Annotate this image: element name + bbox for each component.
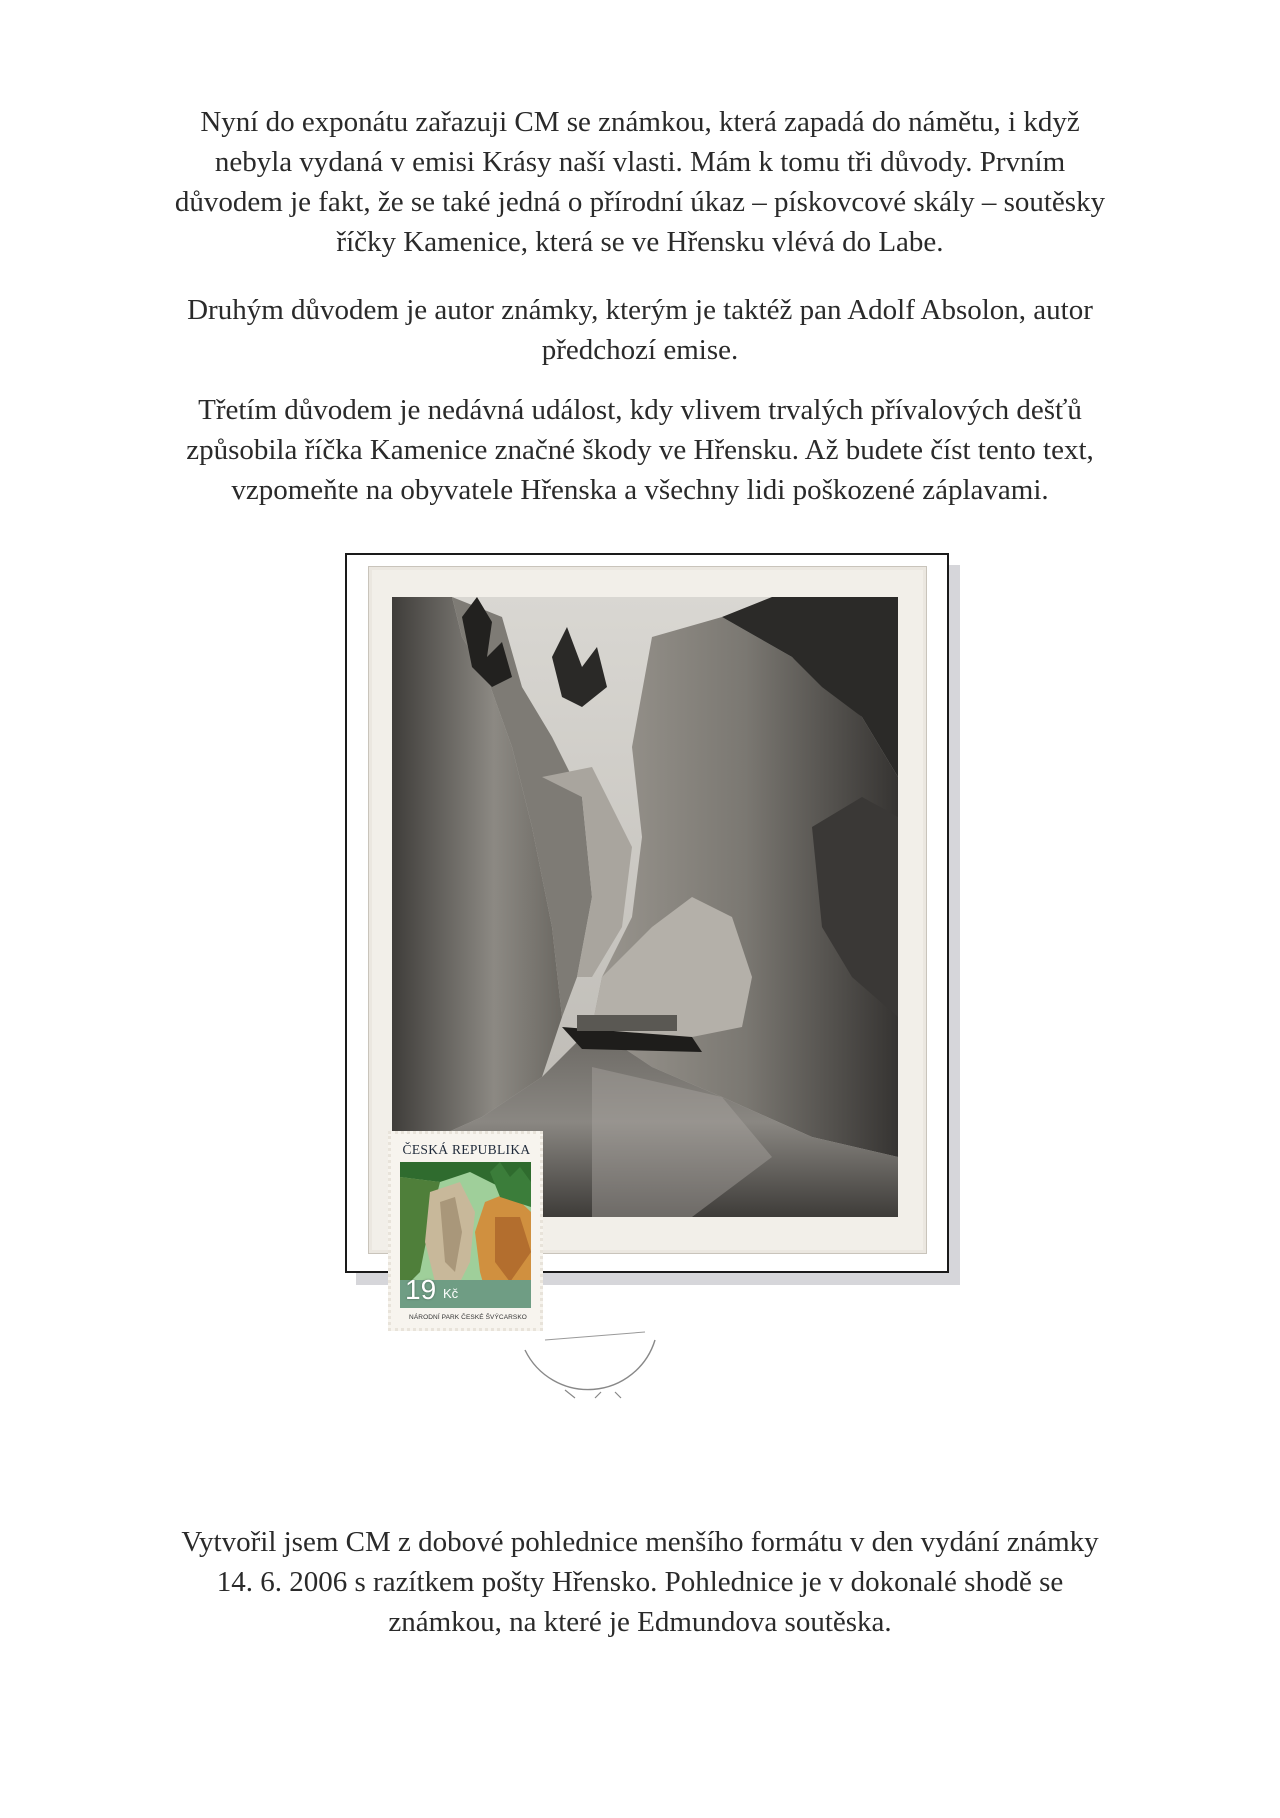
- card-description-paragraph: [120, 1522, 1160, 1642]
- text-line: 14. 6. 2006 s razítkem pošty Hřensko. Pohlednice je v dokonalé shodě se: [216, 1566, 1064, 1598]
- stamp-caption: NÁRODNÍ PARK ČESKÉ ŠVÝCARSKO: [409, 1314, 527, 1321]
- stamp-currency: Kč: [443, 1286, 459, 1301]
- gorge-photograph: [392, 597, 898, 1217]
- text-line: způsobila říčka Kamenice značné škody ve Hřensku. Až budete číst tento text,: [186, 434, 1094, 466]
- text-line: vzpomeňte na obyvatele Hřenska a všechny lidi poškozené záplavami.: [231, 474, 1049, 506]
- postage-stamp: [388, 1131, 543, 1331]
- text-line: Nyní do exponátu zařazuji CM se známkou, která zapadá do námětu, i když: [200, 106, 1080, 138]
- text-line: známkou, na které je Edmundova soutěska.: [388, 1606, 892, 1638]
- intro-paragraph: [120, 102, 1160, 262]
- text-line: Třetím důvodem je nedávná událost, kdy vlivem trvalých přívalových dešťů: [198, 394, 1082, 426]
- stamp-country: ČESKÁ REPUBLIKA: [402, 1142, 531, 1157]
- second-reason-paragraph: [120, 290, 1160, 370]
- third-reason-paragraph: [120, 390, 1160, 510]
- text-line: Vytvořil jsem CM z dobové pohlednice menšího formátu v den vydání známky: [181, 1526, 1099, 1558]
- text-line: předchozí emise.: [541, 334, 739, 366]
- text-line: nebyla vydaná v emisi Krásy naší vlasti. Mám k tomu tři důvody. Prvním: [214, 146, 1066, 178]
- text-line: říčky Kamenice, která se ve Hřensku vlévá do Labe.: [336, 226, 944, 258]
- text-line: Druhým důvodem je autor známky, kterým je taktéž pan Adolf Absolon, autor: [187, 294, 1093, 326]
- text-line: důvodem je fakt, že se také jedná o přírodní úkaz – pískovcové skály – soutěsky: [174, 186, 1106, 218]
- stamp-value: 19: [405, 1274, 437, 1305]
